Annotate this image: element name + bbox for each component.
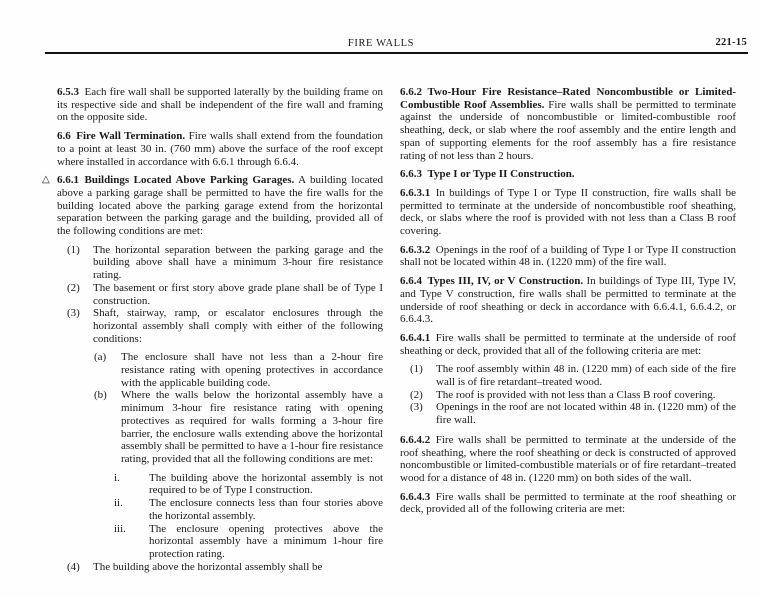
section-text: Openings in the roof of a building of Type I or Type II construction shall not be located within 48 in. (1220 mm) of the fire wall. [400,243,736,269]
list-marker: ii. [114,497,123,510]
section-number: 6.6.4.3 [400,490,431,503]
section-title: Type I or Type II Construction. [427,168,575,181]
section-title: Fire Wall Termination. [76,130,186,143]
list-item [57,282,383,307]
section-number: 6.6 [57,130,71,143]
header-rule [45,52,748,54]
section-title: Two-Hour Fire Resistance–Rated Noncombustible or Limited-Combustible Roof Assemblies. [400,86,736,111]
section-text: In buildings of Type I or Type II construction, fire walls shall be permitted to terminate at the underside of noncombustible roof sheathing, deck, or slabs where the roof is provided with not less than a Class B roof covering. [400,186,736,238]
section-paragraph [57,130,383,168]
list-marker: (4) [67,560,80,573]
list-item-text: The roof is provided with not less than a Class B roof covering. [436,388,716,401]
list-marker: (3) [410,401,423,414]
list-item [400,401,736,426]
section-title: Buildings Located Above Parking Garages. [84,174,295,187]
section-paragraph [400,275,736,326]
change-indicator-icon: △ [42,174,50,186]
section-number: 6.6.3 [400,168,422,181]
section-text: Fire walls shall be permitted to terminate against the underside of noncombustible or limited-combustible roof sheathing, deck, or slab where the roof assembly and the entire length and span of supporting elements for the roof assembly has a fire resistance rating of not less than 2 hours. [400,98,737,162]
list-item-text: The enclosure connects less than four stories above the horizontal assembly. [149,497,383,522]
list-item [57,523,383,561]
section-text: Fire walls shall be permitted to terminate at the roof sheathing or deck, provided all of the following criteria are met: [400,490,736,516]
section-paragraph [57,86,383,124]
section-text: In buildings of Type III, Type IV, and Type V construction, fire walls shall be permitted to terminate at the underside of roof sheathing or deck in accordance with 6.6.4.1, 6.6.4.2, or 6.6.4.3. [400,275,736,326]
list-item [400,363,736,388]
list-item-text: The building above the horizontal assembly shall be [93,560,323,573]
section-number: 6.6.4 [400,275,422,288]
list-marker: (3) [67,307,80,320]
list-item [57,307,383,345]
list-item-text: Openings in the roof are not located within 48 in. (1220 mm) of the fire wall. [436,401,736,427]
list-item-text: The enclosure shall have not less than a 2-hour fire resistance rating with opening protectives in accordance with the applicable building code. [121,351,383,389]
left-column [42,86,384,573]
list-marker: (1) [67,243,80,256]
list-item-text: The horizontal separation between the parking garage and the building above shall have a minimum 3-hour fire resistance rating. [93,243,383,282]
running-head-title: FIRE WALLS [347,38,415,49]
list-item [400,389,736,402]
section-number: 6.6.3.2 [400,243,431,256]
list-item-text: The enclosure opening protectives above the horizontal assembly have a minimum 1-hour fire protection rating. [149,522,383,560]
section-number: 6.5.3 [57,86,79,98]
section-paragraph [42,174,383,238]
list-marker: iii. [114,522,126,535]
list-item [57,472,383,497]
section-title: Types III, IV, or V Construction. [427,275,584,288]
list-item-text: The basement or first story above grade plane shall be of Type I construction. [93,281,383,307]
list-item [57,389,383,465]
section-text: Fire walls shall be permitted to terminate at the underside of the roof sheathing, where the roof sheathing or deck is constructed of approved noncombustible or limited-combustible materials or of fire retardant–treated wood for a distance of 48 in. (1220 mm) on both sides of the wall. [400,433,736,484]
section-paragraph [400,434,736,485]
section-paragraph [400,244,736,269]
list-marker: (1) [410,363,423,376]
list-marker: (2) [67,281,80,294]
section-paragraph [400,491,736,516]
section-paragraph [400,187,736,238]
section-number: 6.6.2 [400,86,422,98]
section-text: A building located above a parking garage shall be permitted to have the fire walls for the building located above the parking garage extend from the horizontal separation between the parking garage and the building, provided all of the following conditions are met: [57,174,383,238]
list-item-text: The building above the horizontal assembly is not required to be of Type I construction. [149,471,383,497]
list-item-text: Shaft, stairway, ramp, or escalator enclosures through the horizontal assembly shall comply with either of the following conditions: [93,307,383,345]
list-item [57,244,383,282]
section-number: 6.6.1 [57,174,79,187]
list-marker: i. [114,471,120,484]
list-item-text: Where the walls below the horizontal assembly have a minimum 3-hour fire resistance rating with opening protectives as required for walls forming a 3-hour fire barrier, the enclosure walls extending above the horizontal assembly shall be permitted to have a 1-hour fire resistance rating, provided that all the following conditions are met: [121,389,383,465]
page-number: 221-15 [715,37,747,48]
list-marker: (2) [410,388,423,401]
list-item [57,561,383,574]
section-paragraph [400,168,736,181]
section-text: Each fire wall shall be supported laterally by the building frame on its respective side and shall be independent of the fire wall and framing on the opposite side. [57,86,383,124]
list-marker: (a) [94,351,107,364]
section-text: Fire walls shall be permitted to terminate at the underside of roof sheathing or deck, provided that all of the following criteria are met: [400,331,736,357]
section-number: 6.6.3.1 [400,186,431,199]
section-paragraph [400,86,736,162]
section-paragraph [400,332,736,357]
list-item-text: The roof assembly within 48 in. (1220 mm) of each side of the fire wall is of fire retardant–treated wood. [436,363,736,389]
list-item [57,497,383,522]
list-marker: (b) [94,389,107,402]
section-number: 6.6.4.2 [400,433,431,446]
section-text: Fire walls shall extend from the foundation to a point at least 30 in. (760 mm) above the surface of the roof except where installed in accordance with 6.6.1 through 6.6.4. [57,130,384,168]
right-column [400,86,736,522]
section-number: 6.6.4.1 [400,331,431,344]
list-item [57,351,383,389]
